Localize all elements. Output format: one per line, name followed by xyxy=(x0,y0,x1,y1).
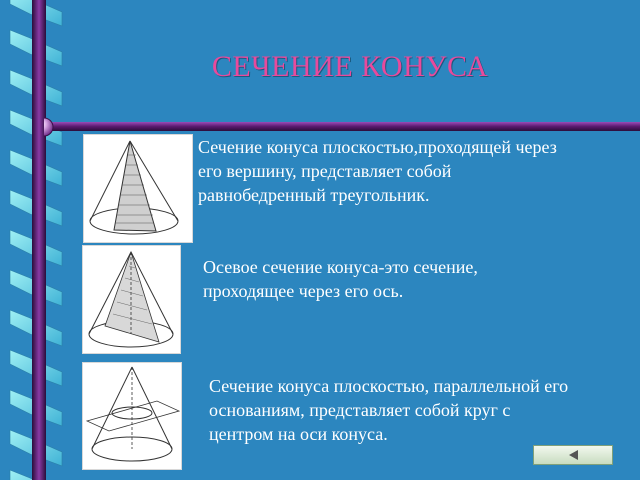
cone-parallel-section-image xyxy=(82,362,182,470)
triangle-left-icon xyxy=(569,450,578,460)
back-button[interactable] xyxy=(533,445,613,465)
decorative-binding-strip xyxy=(0,0,70,480)
text-vertex-section: Сечение конуса плоскостью,проходящей через его вершину, представляет собой равнобедренный треугольник. xyxy=(198,137,557,205)
text-axial-section: Осевое сечение конуса-это сечение, проходящее через его ось. xyxy=(203,257,478,301)
slide-title: СЕЧЕНИЕ КОНУСА xyxy=(211,50,489,83)
cone-vertex-section-image xyxy=(83,134,193,243)
cone-axial-section-image xyxy=(82,245,181,354)
text-parallel-section: Сечение конуса плоскостью, параллельной его основаниям, представляет собой круг с центром на оси конуса. xyxy=(209,376,569,444)
